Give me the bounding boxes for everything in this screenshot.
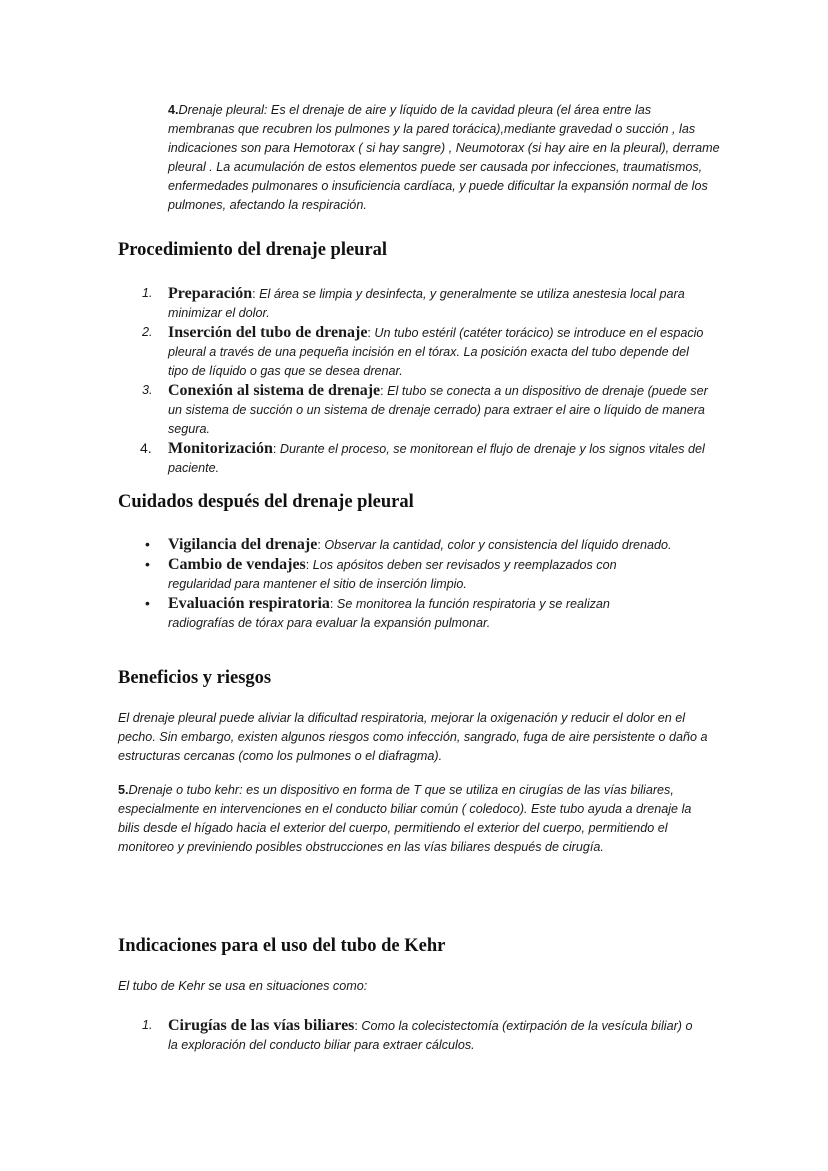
item-number: 4. — [140, 440, 152, 456]
item-lead: Conexión al sistema de drenaje — [168, 382, 381, 399]
paragraph-text: El tubo de Kehr se usa en situaciones como: — [118, 979, 368, 993]
item-text: Observar la cantidad, color y consistencia del líquido drenado. — [324, 538, 672, 552]
item-lead: Vigilancia del drenaje — [168, 536, 318, 553]
list-item: 4. Monitorización: Durante el proceso, se monitorean el flujo de drenaje y los signos vitales del paciente. — [140, 440, 705, 475]
paragraph-beneficios — [118, 709, 708, 766]
bullet-icon: • — [145, 595, 150, 611]
paragraph-drenaje-pleural — [168, 101, 720, 215]
list-item: 3. Conexión al sistema de drenaje: El tubo se conecta a un dispositivo de drenaje (puede ser un sistema de succión o un sistema de drenaje cerrado) para extraer el aire o líquido de manera segura. — [142, 382, 708, 436]
list-item: • Evaluación respiratoria: Se monitorea la función respiratoria y se realizan radiografías de tórax para evaluar la expansión pulmonar. — [145, 595, 610, 630]
section-heading: Indicaciones para el uso del tubo de Kehr — [118, 936, 446, 956]
item-text: Los apósitos deben ser revisados y reemplazados con regularidad para mantener el sitio de inserción limpio. — [168, 558, 617, 591]
item-lead: Cirugías de las vías biliares — [168, 1017, 355, 1034]
list-cuidados — [118, 535, 678, 633]
item-lead: Evaluación respiratoria — [168, 595, 330, 612]
paragraph-text: Drenaje pleural: Es el drenaje de aire y líquido de la cavidad pleura (el área entre las membranas que recubren los pulmones y la pared torácica),mediante gravedad o succión , las indicaciones son para Hemotorax ( si hay sangre) , Neumotorax (si hay aire en la pleural), derrame pleural . La acumulación de estos elementos puede ser causada por infecciones, traumatismos, enfermedades pulmonares o insuficiencia cardíaca, y puede dificultar la expansión normal de los pulmones, afectando la respiración. — [168, 103, 720, 212]
section-heading: Cuidados después del drenaje pleural — [118, 492, 414, 512]
item-lead: Preparación — [168, 285, 253, 302]
section-cuidados — [118, 492, 414, 513]
item-text: Un tubo estéril (catéter torácico) se introduce en el espacio pleural a través de una pequeña incisión en el tórax. La posición exacta del tubo depende del tipo de líquido o gas que se desea drenar. — [168, 326, 704, 378]
section-kehr — [118, 936, 445, 957]
paragraph-kehr-intro — [118, 977, 708, 996]
bullet-icon: • — [145, 536, 150, 552]
item-text: Se monitorea la función respiratoria y se realizan radiografías de tórax para evaluar la expansión pulmonar. — [168, 597, 610, 630]
section-procedimiento — [118, 240, 387, 261]
item-number: 2. — [142, 325, 153, 339]
paragraph-tubo-kehr — [118, 781, 708, 857]
list-kehr — [118, 1016, 698, 1055]
item-number: 1. — [142, 1018, 153, 1032]
item-lead: Monitorización — [168, 440, 273, 457]
item-lead: Cambio de vendajes — [168, 556, 306, 573]
item-text: El tubo se conecta a un dispositivo de drenaje (puede ser un sistema de succión o un sistema de drenaje cerrado) para extraer el aire o líquido de manera segura. — [168, 384, 708, 436]
item-text: Como la colecistectomía (extirpación de la vesícula biliar) o la exploración del conducto biliar para extraer cálculos. — [168, 1019, 693, 1052]
item-text: Durante el proceso, se monitorean el flujo de drenaje y los signos vitales del paciente. — [168, 442, 705, 475]
item-lead: Inserción del tubo de drenaje — [168, 324, 368, 341]
section-beneficios — [118, 668, 271, 689]
paragraph-text: Drenaje o tubo kehr: es un dispositivo en forma de T que se utiliza en cirugías de las vías biliares, especialmente en intervenciones en el conducto biliar común ( coledoco). Este tubo ayuda a drenaje la bilis desde el hígado hacia el exterior del cuerpo, permitiendo el exterior del cuerpo, permitiendo el monitoreo y previniendo posibles obstrucciones en las vías biliares después de cirugía. — [118, 783, 692, 854]
list-item: • Vigilancia del drenaje: Observar la cantidad, color y consistencia del líquido drenado. — [145, 536, 672, 553]
paragraph-text: El drenaje pleural puede aliviar la dificultad respiratoria, mejorar la oxigenación y reducir el dolor en el pecho. Sin embargo, existen algunos riesgos como infección, sangrado, fuga de aire persistente o daño a estructuras cercanas (como los pulmones o el diafragma). — [118, 711, 708, 763]
list-procedimiento — [118, 284, 708, 478]
list-item: 1. Preparación: El área se limpia y desinfecta, y generalmente se utiliza anestesia local para minimizar el dolor. — [142, 285, 685, 320]
bullet-icon: • — [145, 556, 150, 572]
item-number: 3. — [142, 383, 153, 397]
list-item: 2. Inserción del tubo de drenaje: Un tubo estéril (catéter torácico) se introduce en el espacio pleural a través de una pequeña incisión en el tórax. La posición exacta del tubo depende del tipo de líquido o gas que se desea drenar. — [142, 324, 704, 378]
section-heading: Procedimiento del drenaje pleural — [118, 240, 388, 260]
item-number: 1. — [142, 286, 153, 300]
item-number: 4. — [168, 103, 179, 117]
list-item: 1. Cirugías de las vías biliares: Como la colecistectomía (extirpación de la vesícula biliar) o la exploración del conducto biliar para extraer cálculos. — [142, 1017, 693, 1052]
item-text: El área se limpia y desinfecta, y generalmente se utiliza anestesia local para minimizar el dolor. — [168, 287, 685, 320]
item-number: 5. — [118, 783, 129, 797]
list-item: • Cambio de vendajes: Los apósitos deben ser revisados y reemplazados con regularidad para mantener el sitio de inserción limpio. — [145, 556, 617, 591]
section-heading: Beneficios y riesgos — [118, 668, 272, 688]
